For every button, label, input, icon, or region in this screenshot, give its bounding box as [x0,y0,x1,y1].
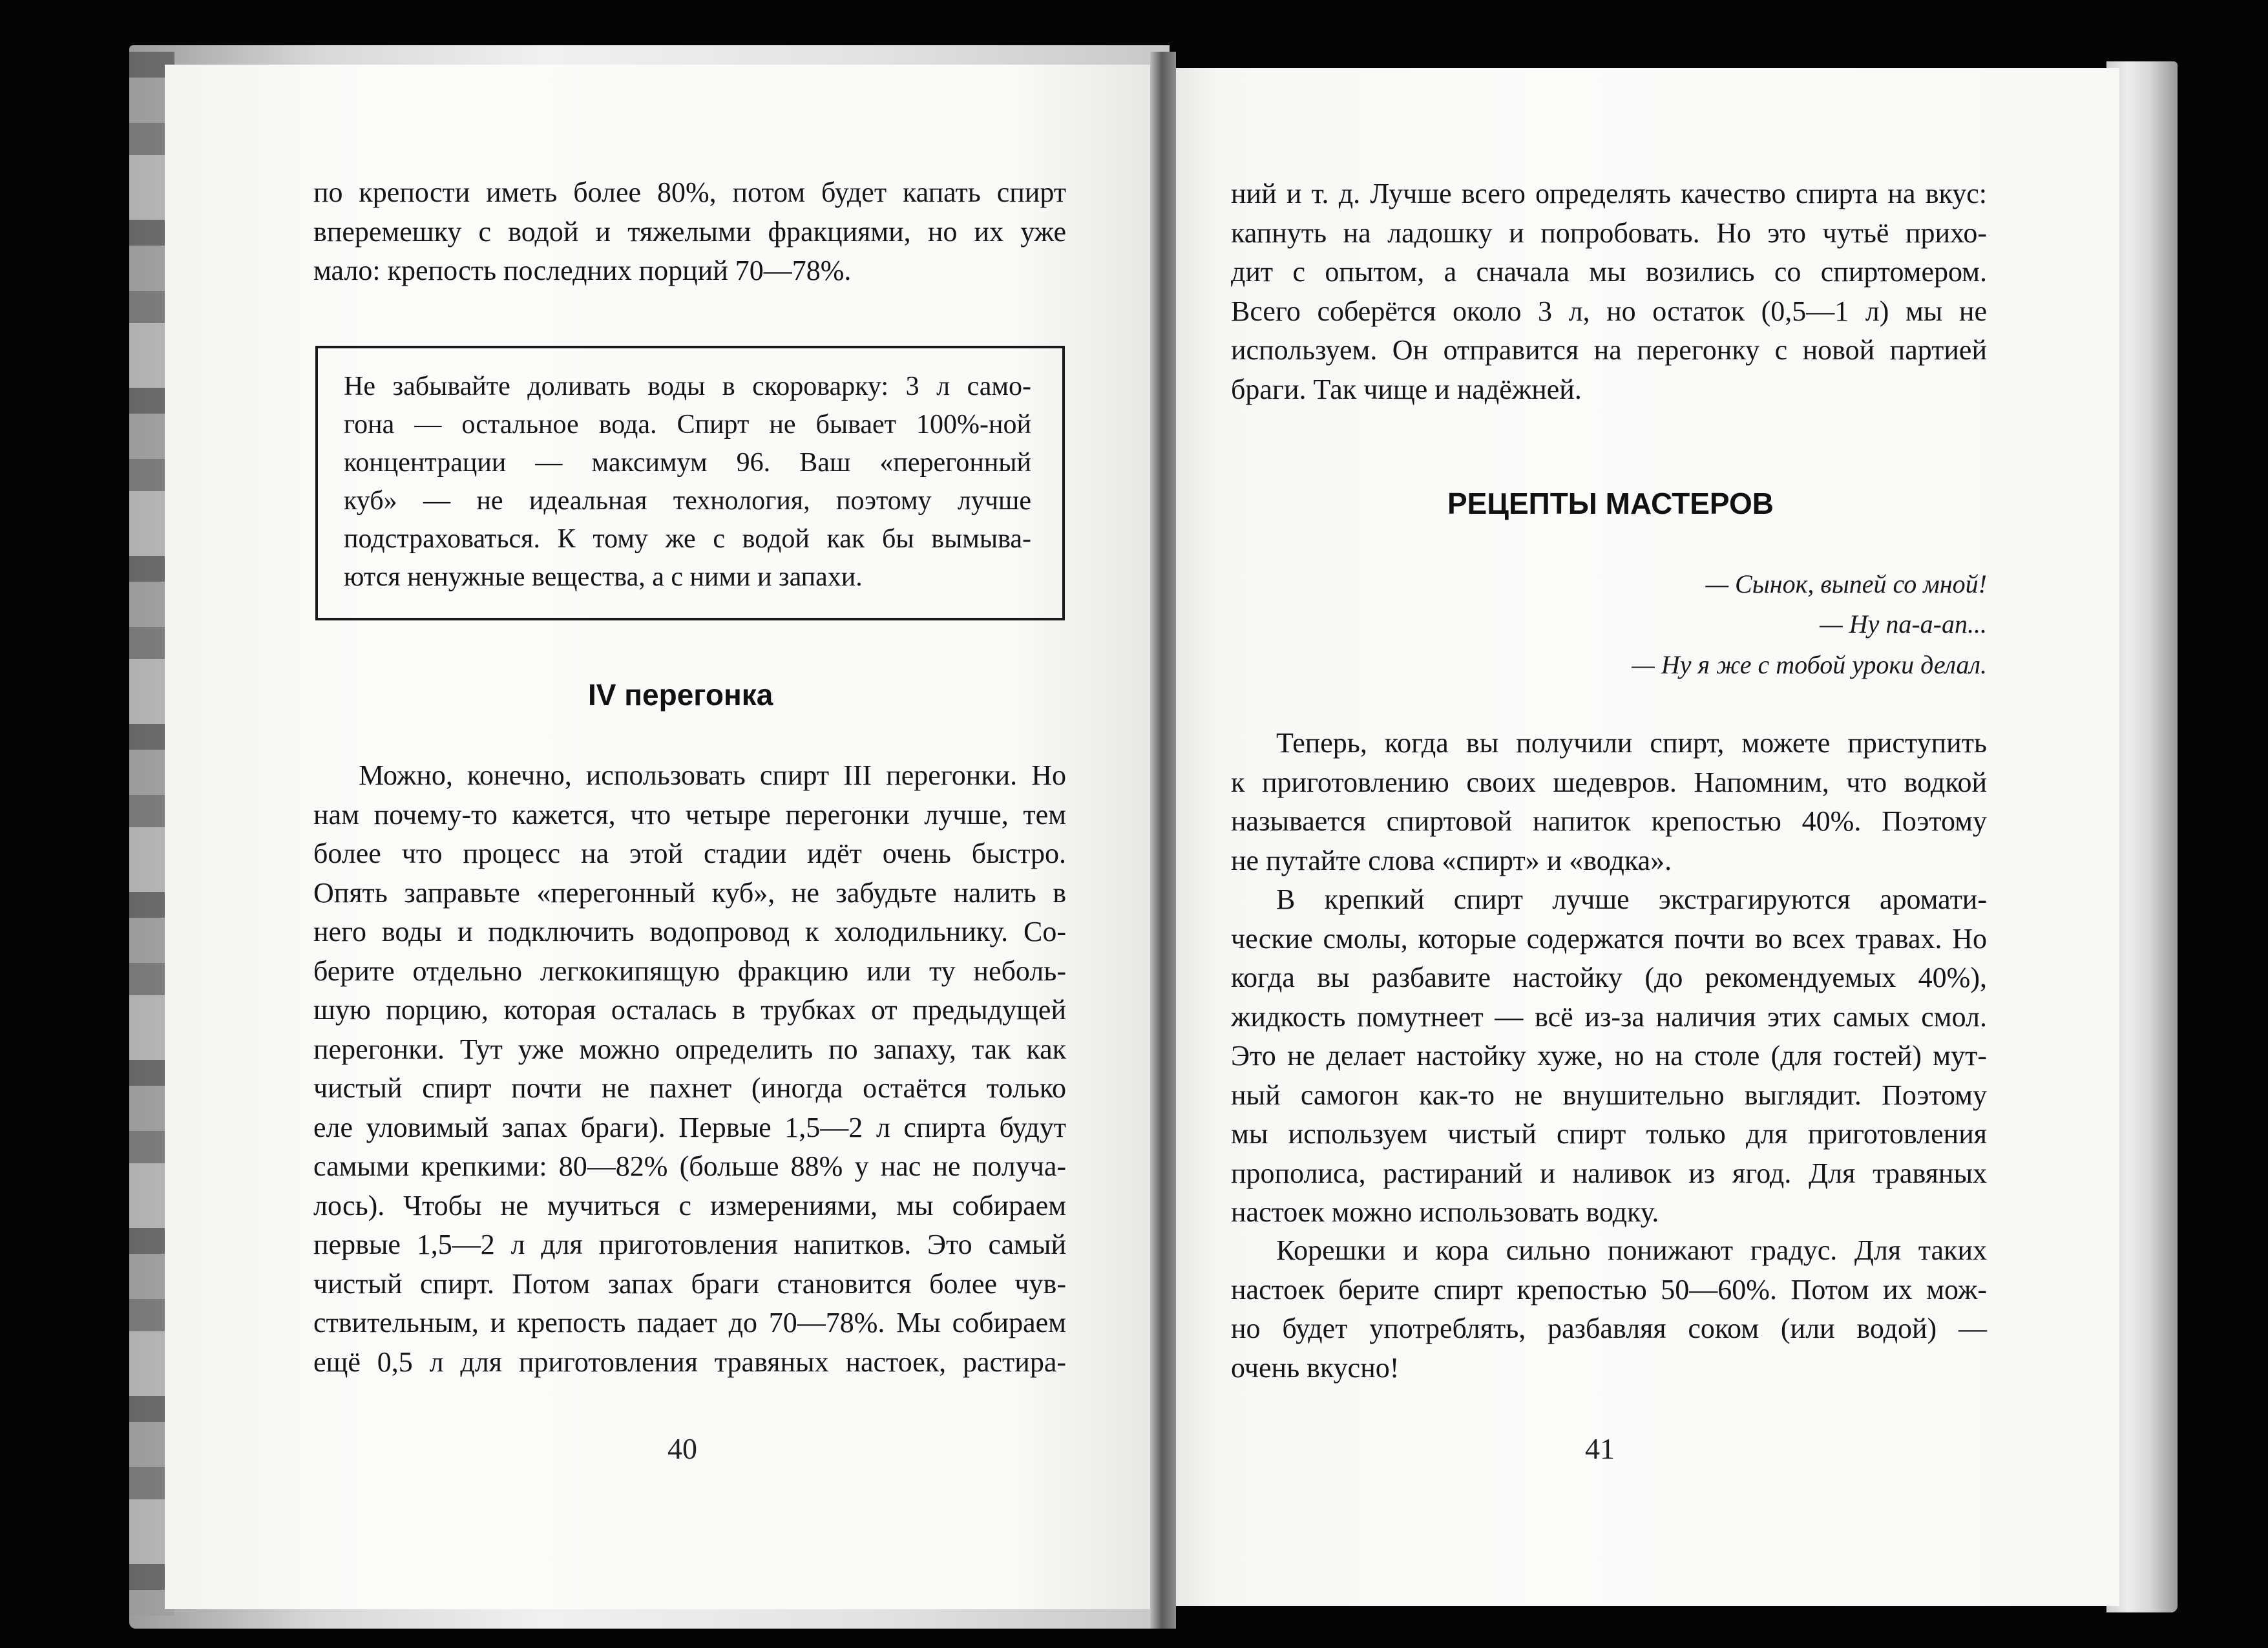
book-gutter [1150,52,1176,1629]
page-number: 41 [1585,1432,1615,1465]
section-heading: IV перегонка [588,678,773,712]
text-line: вперемешку с водой и тяжелыми фракциями, но их уже [313,215,1066,248]
left-top-paragraph [313,173,1066,291]
text-line: более что процесс на этой стадии идёт очень быстро. [313,838,1066,869]
text-line: мы используем чистый спирт только для приготовления [1231,1118,1987,1150]
tip-box-text [344,368,1031,597]
text-line: чистый спирт почти не пахнет (иногда остаётся только [313,1072,1066,1104]
text-line: Теперь, когда вы получили спирт, можете приступить [1276,727,1987,759]
text-line: ный самогон как-то не внушительно выглядит. Поэтому [1231,1079,1987,1111]
text-line: Опять заправьте «перегонный куб», не забудьте налить в [313,876,1066,909]
text-line: браги. Так чище и надёжней. [1231,373,1582,405]
text-line: лось). Чтобы не мучиться с измерениями, мы собираем [313,1189,1066,1221]
text-line: прополиса, растираний и наливок из ягод. Для травяных [1231,1157,1987,1189]
text-line: ещё 0,5 л для приготовления травяных настоек, растира- [313,1346,1066,1378]
text-line: куб» — не идеальная технология, поэтому лучше [344,486,1031,516]
text-line: когда вы разбавите настойку (до рекомендуемых 40%), [1231,962,1987,993]
right-paragraph-3 [1231,1231,1987,1388]
tip-box [315,346,1065,620]
text-line: ствительным, и крепость падает до 70—78%. Мы собираем [313,1307,1066,1338]
text-line: самыми крепкими: 80—82% (больше 88% у нас не получа- [313,1150,1066,1182]
text-line: шую порцию, которая осталась в трубках от предыдущей [313,994,1066,1026]
section-heading: РЕЦЕПТЫ МАСТЕРОВ [1447,487,1774,520]
text-line: мало: крепость последних порций 70—78%. [313,255,852,286]
right-paragraph-2 [1231,880,1987,1232]
text-line: используем. Он отправится на перегонку с новой партией [1231,334,1987,366]
text-line: подстраховаться. К тому же с водой как бы вымыва- [344,524,1031,554]
text-line: называется спиртовой напиток крепостью 40%. Поэтому [1231,805,1987,837]
text-line: берите отдельно легкокипящую фракцию или ту неболь- [313,955,1066,987]
text-line: капнуть на ладошку и попробовать. Но это чутьё прихо- [1231,217,1987,249]
text-line: него воды и подключить водопровод к холодильнику. Со- [313,916,1066,947]
text-line: перегонки. Тут уже можно определить по запаху, так как [313,1033,1066,1065]
page-number: 40 [667,1432,697,1465]
text-line: ний и т. д. Лучше всего определять качество спирта на вкус: [1231,178,1987,209]
text-line: настоек можно использовать водку. [1231,1196,1659,1228]
epigraph-line: — Ну я же с тобой уроки делал. [1632,650,1987,679]
text-line: Корешки и кора сильно понижают градус. Для таких [1276,1234,1987,1266]
text-line: гона — остальное вода. Спирт не бывает 100%-ной [344,410,1031,439]
epigraph-line: — Ну па-а-ап... [1820,609,1987,639]
text-line: Можно, конечно, использовать спирт III перегонки. Но [359,759,1066,791]
text-line: В крепкий спирт лучше экстрагируются аромати- [1276,883,1987,915]
text-line: концентрации — максимум 96. Ваш «перегонный [344,448,1031,478]
text-line: первые 1,5—2 л для приготовления напитков. Это самый [313,1229,1066,1260]
text-line: нам почему-то кажется, что четыре перегонки лучше, тем [313,798,1066,830]
text-line: Всего соберётся около 3 л, но остаток (0,5—1 л) мы не [1231,295,1987,327]
text-line: очень вкусно! [1231,1351,1400,1384]
text-line: ются ненужные вещества, а с ними и запахи. [344,562,863,592]
text-line: жидкость помутнеет — всё из-за наличия этих самых смол. [1231,1000,1987,1033]
right-paragraph-1 [1231,724,1987,880]
text-line: к приготовлению своих шедевров. Напомним, что водкой [1231,766,1987,798]
text-line: дит с опытом, а сначала мы возились со спиртомером. [1231,256,1987,288]
text-line: но будет употреблять, разбавляя соком (или водой) — [1231,1313,1987,1344]
text-line: Это не делает настойку хуже, но на столе (для гостей) мут- [1231,1040,1987,1072]
text-line: по крепости иметь более 80%, потом будет капать спирт [313,176,1066,208]
text-line: еле уловимый запах браги). Первые 1,5—2 л спирта будут [313,1111,1066,1143]
left-main-paragraph [313,756,1066,1382]
text-line: Не забывайте доливать воды в скороварку: 3 л само- [344,372,1031,401]
text-line: настоек берите спирт крепостью 50—60%. Потом их мож- [1231,1273,1987,1305]
right-top-paragraph [1231,174,1987,409]
text-line: чистый спирт. Потом запах браги становится более чув- [313,1267,1066,1300]
text-line: не путайте слова «спирт» и «водка». [1231,844,1672,876]
epigraph-line: — Сынок, выпей со мной! [1705,569,1987,598]
text-line: ческие смолы, которые содержатся почти во всех травах. Но [1231,922,1987,955]
